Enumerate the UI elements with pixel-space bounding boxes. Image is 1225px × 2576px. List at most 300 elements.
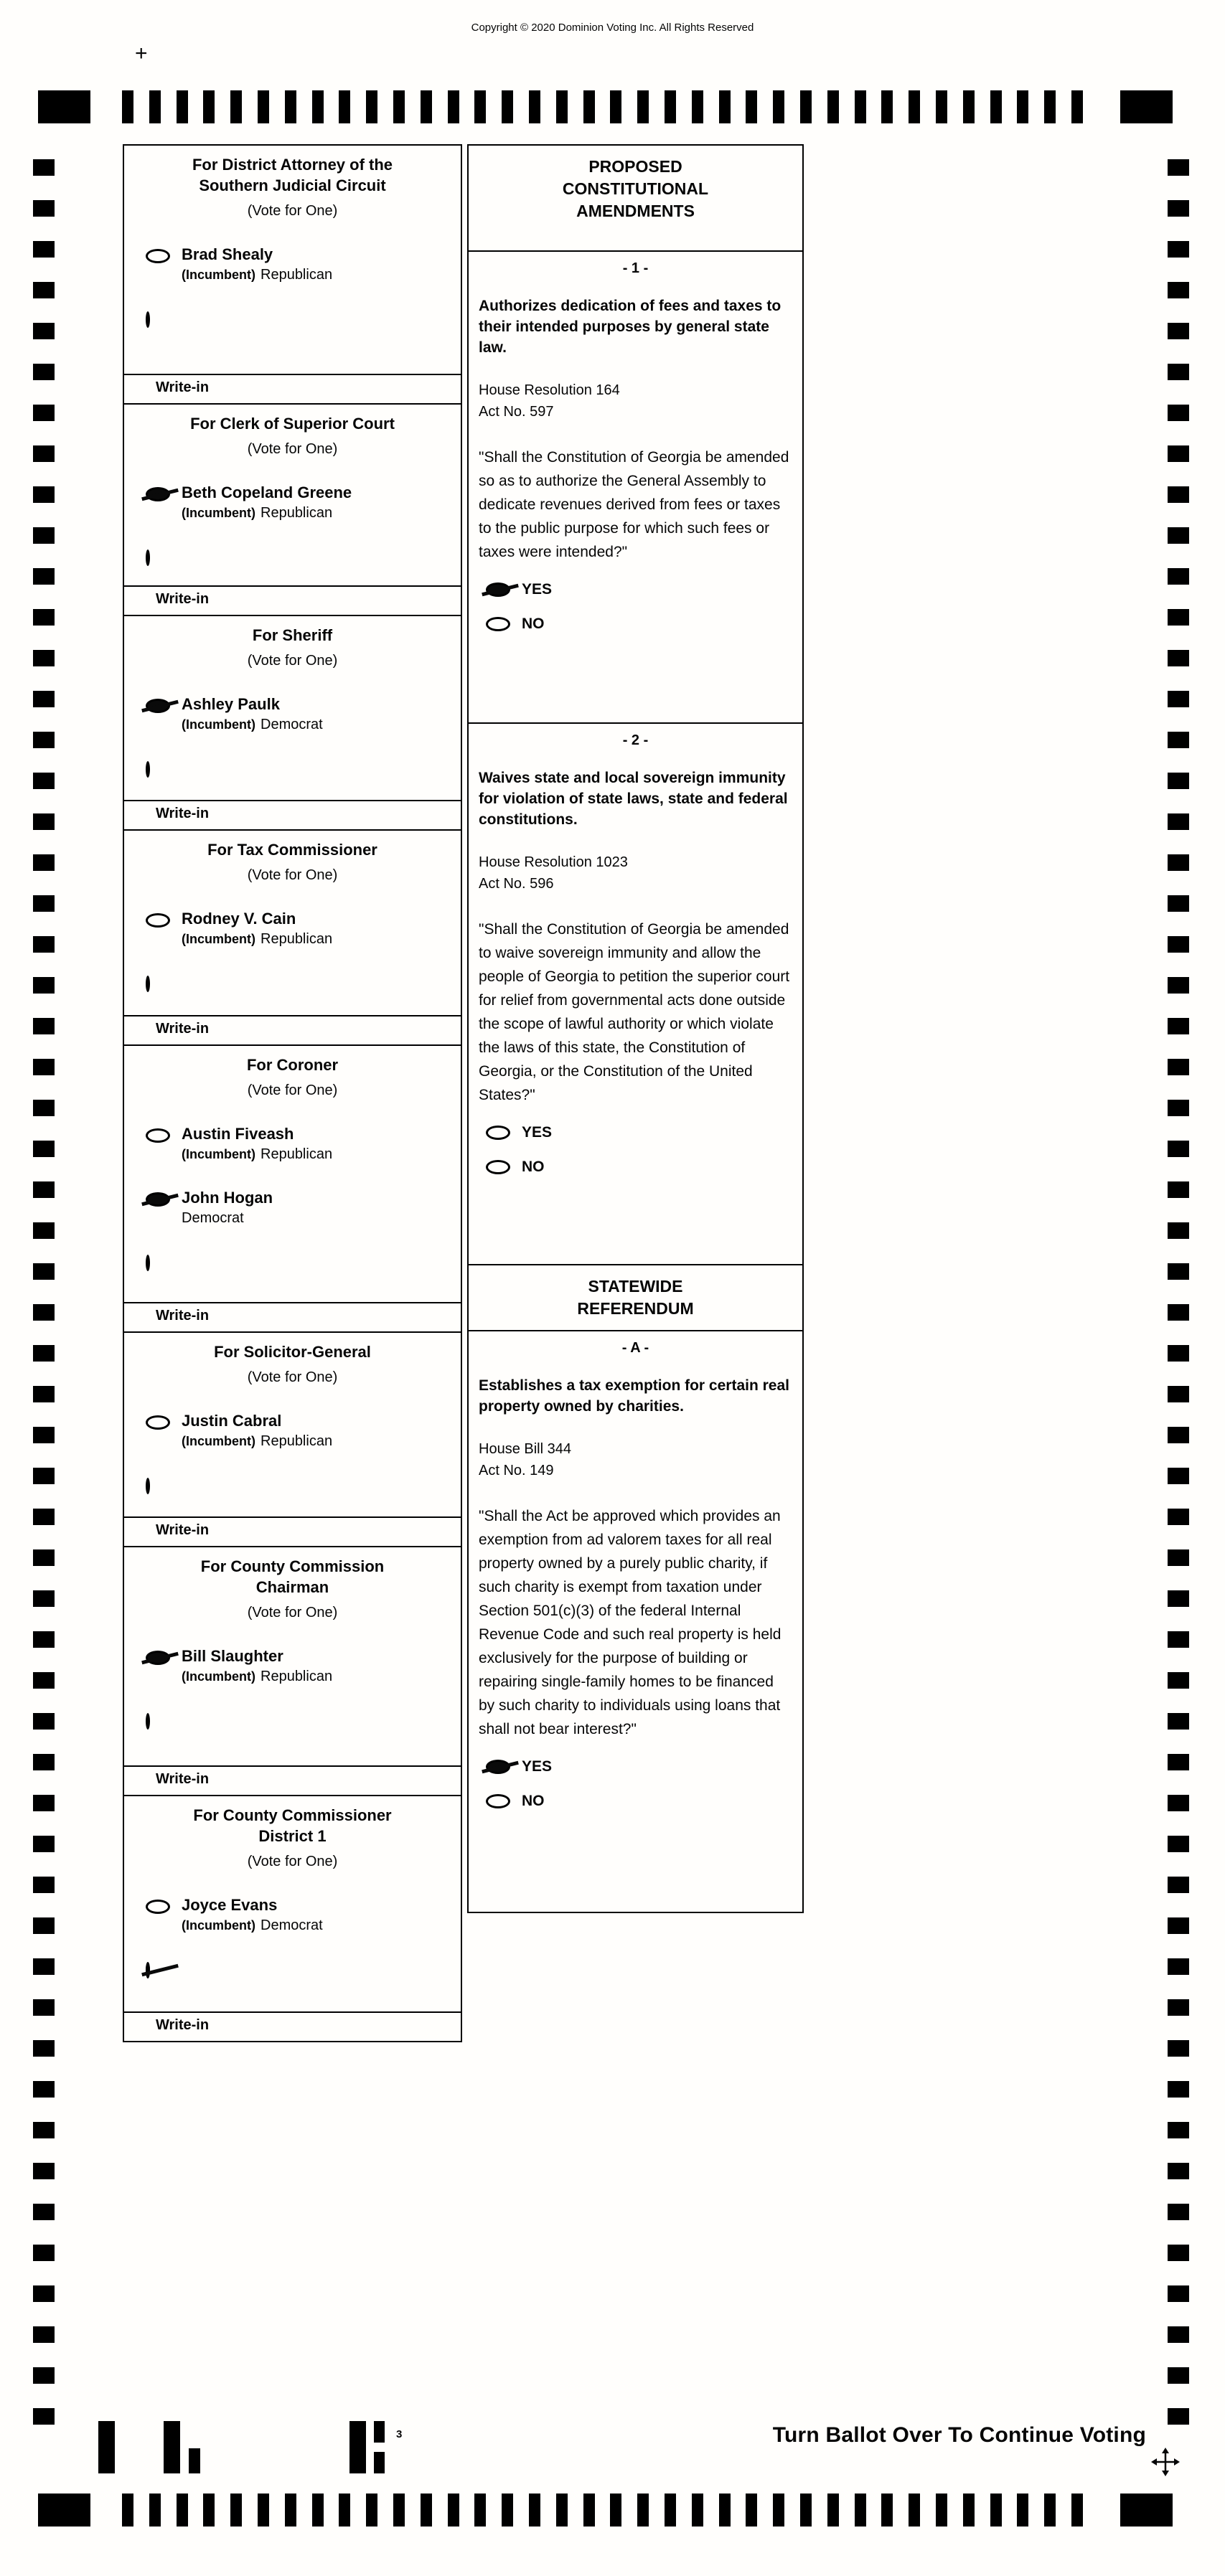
contest-title-line: For Clerk of Superior Court: [190, 415, 395, 433]
no-oval[interactable]: [486, 1160, 510, 1174]
candidate-name: John Hogan: [182, 1189, 273, 1207]
timing-square: [1168, 1795, 1189, 1811]
candidate-oval[interactable]: [146, 1651, 170, 1665]
timing-square: [1168, 486, 1189, 503]
contest-title: [124, 1341, 461, 1362]
timing-square: [1168, 323, 1189, 339]
option-label: YES: [522, 581, 553, 598]
contest-title: [124, 839, 461, 860]
timing-square: [33, 1468, 55, 1484]
timing-block-right: [1120, 90, 1173, 123]
timing-mark: [936, 2494, 947, 2527]
contest-column: [123, 144, 462, 2042]
timing-mark: [583, 2494, 595, 2527]
timing-mark: [1071, 90, 1083, 123]
timing-square: [1168, 2326, 1189, 2343]
write-in-rule: [124, 1015, 461, 1016]
timing-mark: [474, 2494, 486, 2527]
timing-mark: [1017, 2494, 1028, 2527]
timing-square: [33, 200, 55, 217]
measure-summary: Waives state and local sovereign immunity for violation of state laws, state and federal constitutions.: [479, 770, 788, 828]
write-in-rule: [124, 1516, 461, 1518]
contest-box: [123, 403, 462, 616]
yes-oval[interactable]: [486, 1760, 510, 1774]
yes-option-row: [486, 1758, 792, 1775]
timing-mark: [339, 90, 350, 123]
timing-square: [1168, 1958, 1189, 1975]
timing-square: [33, 1018, 55, 1034]
timing-mark: [773, 2494, 784, 2527]
incumbent-label: (Incumbent): [182, 1669, 255, 1684]
write-in-area: [124, 1765, 461, 1795]
timing-mark: [230, 2494, 242, 2527]
candidate-oval[interactable]: [146, 913, 170, 928]
timing-square: [1168, 1468, 1189, 1484]
timing-square: [1168, 691, 1189, 707]
move-cursor-icon: [1151, 2448, 1180, 2476]
timing-square: [1168, 1100, 1189, 1116]
timing-square: [33, 2040, 55, 2057]
timing-square: [1168, 568, 1189, 585]
contest-box: [123, 829, 462, 1046]
write-in-rule: [124, 800, 461, 801]
timing-square: [33, 732, 55, 748]
timing-mark: [448, 90, 459, 123]
timing-square: [33, 650, 55, 666]
contest-box: [123, 1331, 462, 1547]
measure-number: - 2 -: [622, 732, 649, 748]
write-in-oval-row: [146, 552, 461, 565]
timing-square: [33, 2367, 55, 2384]
timing-mark: [366, 90, 377, 123]
timing-mark: [963, 90, 975, 123]
timing-square: [1168, 732, 1189, 748]
write-in-oval[interactable]: [146, 1478, 150, 1494]
contest-title-line: For Tax Commissioner: [207, 841, 377, 859]
vote-for-one-label: (Vote for One): [247, 1854, 338, 1869]
left-timing-column: [33, 159, 55, 2425]
timing-square: [1168, 1672, 1189, 1689]
copyright-notice: Copyright © 2020 Dominion Voting Inc. All Rights Reserved: [471, 22, 754, 34]
candidate-name: Brad Shealy: [182, 245, 273, 263]
candidate-detail: [182, 267, 332, 283]
timing-square: [1168, 1304, 1189, 1321]
measure-ref-line: House Resolution 164: [479, 382, 620, 398]
incumbent-label: (Incumbent): [182, 268, 255, 282]
timing-square: [33, 527, 55, 544]
timing-square: [33, 1222, 55, 1239]
candidate-oval[interactable]: [146, 1415, 170, 1430]
timing-square: [1168, 609, 1189, 626]
timing-square: [33, 854, 55, 871]
write-in-label: Write-in: [156, 379, 210, 395]
candidate-name: Justin Cabral: [182, 1412, 282, 1430]
timing-mark: [177, 2494, 188, 2527]
timing-mark: [637, 90, 649, 123]
timing-mark: [203, 2494, 215, 2527]
timing-square: [33, 1263, 55, 1280]
measure-refs: [479, 1438, 792, 1481]
timing-mark: [312, 2494, 324, 2527]
contest-title: [124, 1055, 461, 1075]
candidate-info: [182, 1647, 332, 1685]
timing-square: [33, 486, 55, 503]
timing-square: [33, 1877, 55, 1893]
write-in-area: [124, 1302, 461, 1331]
timing-square: [33, 159, 55, 176]
measure-refs: [479, 851, 792, 895]
option-label: NO: [522, 1793, 545, 1809]
timing-square: [1168, 1222, 1189, 1239]
timing-mark: [258, 90, 269, 123]
timing-square: [1168, 773, 1189, 789]
timing-square: [33, 323, 55, 339]
party-label: Democrat: [261, 1917, 323, 1933]
measure-ref-line: Act No. 149: [479, 1463, 554, 1478]
write-in-area: [124, 800, 461, 829]
candidate-name: Joyce Evans: [182, 1896, 278, 1914]
timing-mark: [230, 90, 242, 123]
referendum-header: [469, 1264, 802, 1330]
write-in-oval-row: [146, 313, 461, 326]
candidate-name: Ashley Paulk: [182, 695, 280, 713]
timing-square: [33, 936, 55, 953]
vote-for-one-label: (Vote for One): [247, 653, 338, 669]
header-line: REFERENDUM: [577, 1299, 694, 1318]
timing-square: [1168, 2204, 1189, 2220]
timing-square: [33, 1141, 55, 1157]
timing-square: [33, 2163, 55, 2179]
timing-mark: [149, 90, 161, 123]
timing-square: [1168, 527, 1189, 544]
timing-mark: [909, 2494, 920, 2527]
timing-square: [33, 1795, 55, 1811]
candidate-row: [146, 483, 461, 522]
timing-square: [33, 445, 55, 462]
timing-square: [1168, 813, 1189, 830]
timing-mark: [556, 90, 568, 123]
no-oval[interactable]: [486, 1794, 510, 1808]
candidate-info: [182, 1125, 332, 1163]
contest-box: [123, 615, 462, 831]
timing-mark: [692, 90, 703, 123]
timing-square: [33, 1754, 55, 1770]
vote-for-one-label: (Vote for One): [247, 1605, 338, 1620]
option-label: YES: [522, 1124, 553, 1141]
contest-title-line: For Sheriff: [252, 626, 333, 644]
timing-square: [33, 364, 55, 380]
timing-square: [33, 2204, 55, 2220]
timing-square: [1168, 2245, 1189, 2261]
option-label: NO: [522, 1159, 545, 1175]
candidate-info: [182, 245, 332, 283]
candidate-detail: [182, 505, 352, 522]
measure-summary: Authorizes dedication of fees and taxes to their intended purposes by general state law.: [479, 298, 782, 356]
timing-mark: [936, 90, 947, 123]
measure-A: [469, 1330, 802, 1912]
write-in-area: [124, 585, 461, 615]
measure-question: "Shall the Act be approved which provides an exemption from ad valorem taxes for all real property owned by a purely public charity, if such charity is exempt from taxation under Section 501(c)(3) of the federal Internal Revenue Code and such real property is held exclusively for the purpose of building or repairing single-family homes to be financed by such charity to individuals using loans that shall not bear interest?": [479, 1508, 782, 1737]
measure-ref-line: House Bill 344: [479, 1441, 571, 1457]
timing-mark: [1071, 2494, 1083, 2527]
timing-mark: [909, 90, 920, 123]
timing-square: [33, 1672, 55, 1689]
write-in-oval-row: [146, 1257, 461, 1270]
timing-square: [33, 1590, 55, 1607]
candidate-detail: [182, 717, 323, 733]
timing-mark: [665, 2494, 676, 2527]
party-label: Democrat: [261, 717, 323, 732]
measure-question: "Shall the Constitution of Georgia be amended so as to authorize the General Assembly to dedicate revenues derived from fees or taxes to the public purpose for which such fees or taxes were intended?": [479, 449, 789, 560]
timing-mark: [637, 2494, 649, 2527]
timing-square: [1168, 1181, 1189, 1198]
timing-square: [33, 1304, 55, 1321]
contest-title-line: For Coroner: [246, 1056, 339, 1074]
timing-square: [33, 1713, 55, 1730]
write-in-rule: [124, 2011, 461, 2013]
timing-square: [33, 1917, 55, 1934]
timing-square: [1168, 650, 1189, 666]
no-option-row: [486, 1159, 792, 1176]
timing-square: [33, 1181, 55, 1198]
candidate-oval[interactable]: [146, 1128, 170, 1143]
party-label: Republican: [261, 1669, 333, 1684]
write-in-label: Write-in: [156, 2017, 210, 2033]
timing-mark: [1044, 90, 1056, 123]
timing-square: [33, 1999, 55, 2016]
timing-square: [1168, 2040, 1189, 2057]
timing-square: [1168, 405, 1189, 421]
candidate-detail: [182, 1146, 332, 1163]
party-label: Republican: [261, 1433, 333, 1449]
write-in-oval[interactable]: [146, 311, 150, 328]
timing-block-left: [38, 90, 90, 123]
timing-square: [33, 1386, 55, 1402]
write-in-oval[interactable]: [146, 1255, 150, 1271]
candidate-info: [182, 483, 352, 522]
contest-box: [123, 144, 462, 405]
party-label: Republican: [261, 267, 333, 283]
yes-oval[interactable]: [486, 1126, 510, 1140]
incumbent-label: (Incumbent): [182, 1147, 255, 1161]
timing-mark: [393, 2494, 405, 2527]
timing-square: [1168, 1713, 1189, 1730]
contest-title-line: For Solicitor-General: [214, 1343, 371, 1361]
timing-square: [33, 2245, 55, 2261]
no-option-row: [486, 615, 792, 633]
contest-title-line: For District Attorney of the: [192, 156, 393, 174]
timing-mark: [177, 90, 188, 123]
timing-mark: [963, 2494, 975, 2527]
timing-square: [33, 691, 55, 707]
no-oval[interactable]: [486, 617, 510, 631]
candidate-detail: [182, 1669, 332, 1685]
timing-marks-bottom: [90, 2494, 1120, 2527]
timing-square: [1168, 2163, 1189, 2179]
party-label: Democrat: [182, 1210, 244, 1226]
timing-square: [1168, 2285, 1189, 2302]
timing-mark: [421, 2494, 432, 2527]
write-in-oval[interactable]: [146, 1962, 150, 1978]
timing-square: [1168, 1549, 1189, 1566]
timing-square: [33, 1059, 55, 1075]
timing-mark: [610, 2494, 621, 2527]
timing-mark: [881, 2494, 893, 2527]
write-in-area: [124, 1015, 461, 1044]
write-in-oval[interactable]: [146, 761, 150, 778]
write-in-rule: [124, 1302, 461, 1303]
timing-mark: [339, 2494, 350, 2527]
incumbent-label: (Incumbent): [182, 932, 255, 946]
header-line: AMENDMENTS: [576, 202, 695, 220]
registration-bar: [374, 2421, 385, 2443]
write-in-area: [124, 1516, 461, 1546]
candidate-oval[interactable]: [146, 487, 170, 501]
vote-for-one-label: (Vote for One): [247, 441, 338, 457]
candidate-oval[interactable]: [146, 699, 170, 713]
timing-square: [33, 1549, 55, 1566]
write-in-oval-row: [146, 1715, 461, 1728]
contest-title-line: District 1: [258, 1827, 327, 1845]
timing-marks-top: [90, 90, 1120, 123]
timing-mark: [1044, 2494, 1056, 2527]
incumbent-label: (Incumbent): [182, 506, 255, 520]
timing-mark: [312, 90, 324, 123]
timing-block-right: [1120, 2494, 1173, 2527]
timing-mark: [855, 90, 866, 123]
write-in-rule: [124, 374, 461, 375]
timing-mark: [990, 2494, 1002, 2527]
candidate-info: [182, 1412, 332, 1450]
timing-square: [1168, 1263, 1189, 1280]
option-label: NO: [522, 615, 545, 632]
timing-square: [1168, 1386, 1189, 1402]
registration-bar: [189, 2448, 200, 2473]
measure-summary: Establishes a tax exemption for certain real property owned by charities.: [479, 1377, 790, 1415]
timing-mark: [610, 90, 621, 123]
candidate-info: [182, 695, 323, 733]
candidate-oval[interactable]: [146, 1900, 170, 1914]
timing-mark: [1017, 90, 1028, 123]
yes-oval[interactable]: [486, 582, 510, 597]
write-in-label: Write-in: [156, 806, 210, 821]
contest-title: [124, 1805, 461, 1846]
timing-square: [1168, 241, 1189, 258]
measure-number: - 1 -: [622, 260, 649, 276]
timing-mark: [122, 90, 133, 123]
measure-ref-line: Act No. 596: [479, 876, 554, 892]
write-in-oval[interactable]: [146, 1713, 150, 1730]
timing-square: [1168, 1631, 1189, 1648]
candidate-detail: [182, 931, 332, 948]
yes-option-row: [486, 581, 792, 598]
timing-mark: [122, 2494, 133, 2527]
timing-square: [1168, 1917, 1189, 1934]
timing-square: [1168, 2081, 1189, 2098]
timing-mark: [529, 2494, 540, 2527]
timing-square: [1168, 1427, 1189, 1443]
timing-square: [33, 1509, 55, 1525]
candidate-row: [146, 695, 461, 733]
bottom-timing-band: [38, 2494, 1173, 2527]
timing-square: [1168, 1141, 1189, 1157]
vote-for-one-label: (Vote for One): [247, 203, 338, 219]
header-line: CONSTITUTIONAL: [562, 179, 709, 198]
timing-mark: [692, 2494, 703, 2527]
timing-square: [1168, 200, 1189, 217]
write-in-area: [124, 374, 461, 403]
candidate-detail: [182, 1917, 323, 1934]
measure-question: "Shall the Constitution of Georgia be amended to waive sovereign immunity and allow the people of Georgia to petition the superior court for relief from governmental acts done outside the scope of lawful authority or which violate the laws of this state, the Constitution of Georgia, or the Constitution of the United States?": [479, 921, 790, 1103]
registration-bar: [164, 2421, 180, 2473]
incumbent-label: (Incumbent): [182, 717, 255, 732]
timing-square: [33, 2122, 55, 2138]
timing-square: [33, 1100, 55, 1116]
candidate-row: [146, 245, 461, 283]
write-in-oval[interactable]: [146, 549, 150, 566]
timing-mark: [203, 90, 215, 123]
timing-square: [33, 895, 55, 912]
candidate-oval[interactable]: [146, 1192, 170, 1207]
timing-square: [33, 241, 55, 258]
candidate-row: [146, 1125, 461, 1163]
timing-square: [1168, 2122, 1189, 2138]
right-timing-column: [1168, 159, 1189, 2425]
timing-square: [33, 813, 55, 830]
timing-mark: [285, 2494, 296, 2527]
timing-square: [33, 609, 55, 626]
timing-mark: [502, 90, 513, 123]
measures-column: [467, 144, 804, 1913]
write-in-rule: [124, 585, 461, 587]
timing-mark: [285, 90, 296, 123]
top-timing-band: [38, 90, 1173, 123]
header-line: STATEWIDE: [588, 1277, 683, 1296]
incumbent-label: (Incumbent): [182, 1434, 255, 1448]
party-label: Republican: [261, 1146, 333, 1162]
no-option-row: [486, 1793, 792, 1810]
timing-mark: [881, 90, 893, 123]
timing-square: [1168, 895, 1189, 912]
timing-mark: [366, 2494, 377, 2527]
timing-square: [1168, 282, 1189, 298]
amendments-header: [469, 146, 802, 250]
timing-mark: [149, 2494, 161, 2527]
timing-mark: [393, 90, 405, 123]
contest-title: [124, 625, 461, 646]
write-in-oval[interactable]: [146, 976, 150, 992]
timing-square: [1168, 364, 1189, 380]
candidate-detail: [182, 1433, 332, 1450]
write-in-area: [124, 2011, 461, 2041]
candidate-oval[interactable]: [146, 249, 170, 263]
timing-square: [1168, 1754, 1189, 1770]
write-in-label: Write-in: [156, 1522, 210, 1538]
timing-square: [1168, 1509, 1189, 1525]
write-in-label: Write-in: [156, 1021, 210, 1037]
timing-mark: [258, 2494, 269, 2527]
timing-square: [33, 2285, 55, 2302]
timing-square: [1168, 1836, 1189, 1852]
timing-mark: [746, 90, 757, 123]
vote-for-one-label: (Vote for One): [247, 1369, 338, 1385]
timing-square: [1168, 1345, 1189, 1362]
contest-title-line: For County Commission: [200, 1557, 385, 1575]
candidate-info: [182, 1189, 273, 1227]
timing-mark: [448, 2494, 459, 2527]
option-label: YES: [522, 1758, 553, 1775]
timing-square: [1168, 936, 1189, 953]
